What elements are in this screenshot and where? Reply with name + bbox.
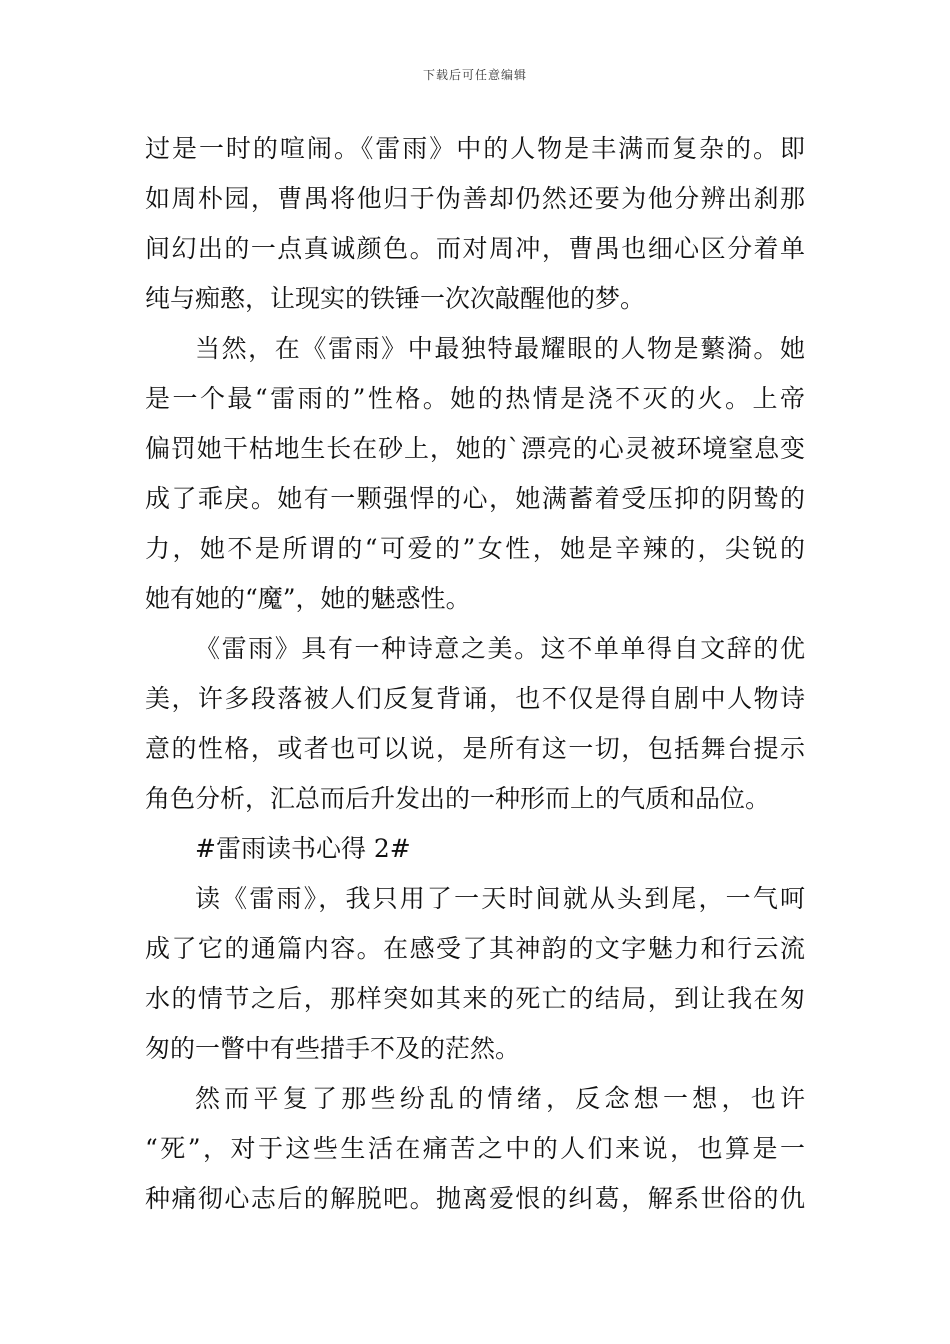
text-line: 读《雷雨》，我只用了一天时间就从头到尾，一气呵 (195, 884, 805, 913)
text-line: 是一个最“雷雨的”性格。她的热情是浇不灭的火。上帝 (145, 384, 805, 413)
text-line: 如周朴园，曹禺将他归于伪善却仍然还要为他分辨出刹那 (145, 184, 805, 213)
text-line: 水的情节之后，那样突如其来的死亡的结局，到让我在匆 (145, 984, 805, 1013)
text-line: 间幻出的一点真诚颜色。而对周冲，曹禺也细心区分着单 (145, 234, 805, 263)
text-line: 美，许多段落被人们反复背诵，也不仅是得自剧中人物诗 (145, 684, 805, 713)
text-line: 她有她的“魔”，她的魅惑性。 (145, 584, 471, 613)
page-header: 下载后可任意编辑 (422, 68, 527, 82)
text-line: 过是一时的喧闹。《雷雨》中的人物是丰满而复杂的。即 (145, 134, 805, 163)
text-line: “死”，对于这些生活在痛苦之中的人们来说，也算是一 (145, 1134, 805, 1163)
document-body (145, 124, 805, 1224)
text-line: 然而平复了那些纷乱的情绪，反念想一想，也许 (195, 1084, 805, 1113)
text-line: 力，她不是所谓的“可爱的”女性，她是辛辣的，尖锐的 (145, 534, 805, 563)
text-line: 纯与痴憨，让现实的铁锤一次次敲醒他的梦。 (145, 284, 646, 313)
section-heading: #雷雨读书心得 2# (195, 834, 411, 863)
text-line: 偏罚她干枯地生长在砂上，她的`漂亮的心灵被环境窒息变 (145, 434, 805, 463)
text-line: 成了它的通篇内容。在感受了其神韵的文字魅力和行云流 (145, 934, 805, 963)
text-line: 意的性格，或者也可以说，是所有这一切，包括舞台提示 (145, 734, 805, 763)
text-line: 《雷雨》具有一种诗意之美。这不单单得自文辞的优 (195, 634, 805, 663)
text-line: 当然，在《雷雨》中最独特最耀眼的人物是蘩漪。她 (195, 334, 805, 363)
text-line: 匆的一瞥中有些措手不及的茫然。 (145, 1034, 521, 1063)
text-line: 成了乖戾。她有一颗强悍的心，她满蓄着受压抑的阴鸷的 (145, 484, 805, 513)
text-line: 种痛彻心志后的解脱吧。抛离爱恨的纠葛，解系世俗的仇 (145, 1184, 805, 1213)
text-line: 角色分析，汇总而后升发出的一种形而上的气质和品位。 (145, 784, 771, 813)
